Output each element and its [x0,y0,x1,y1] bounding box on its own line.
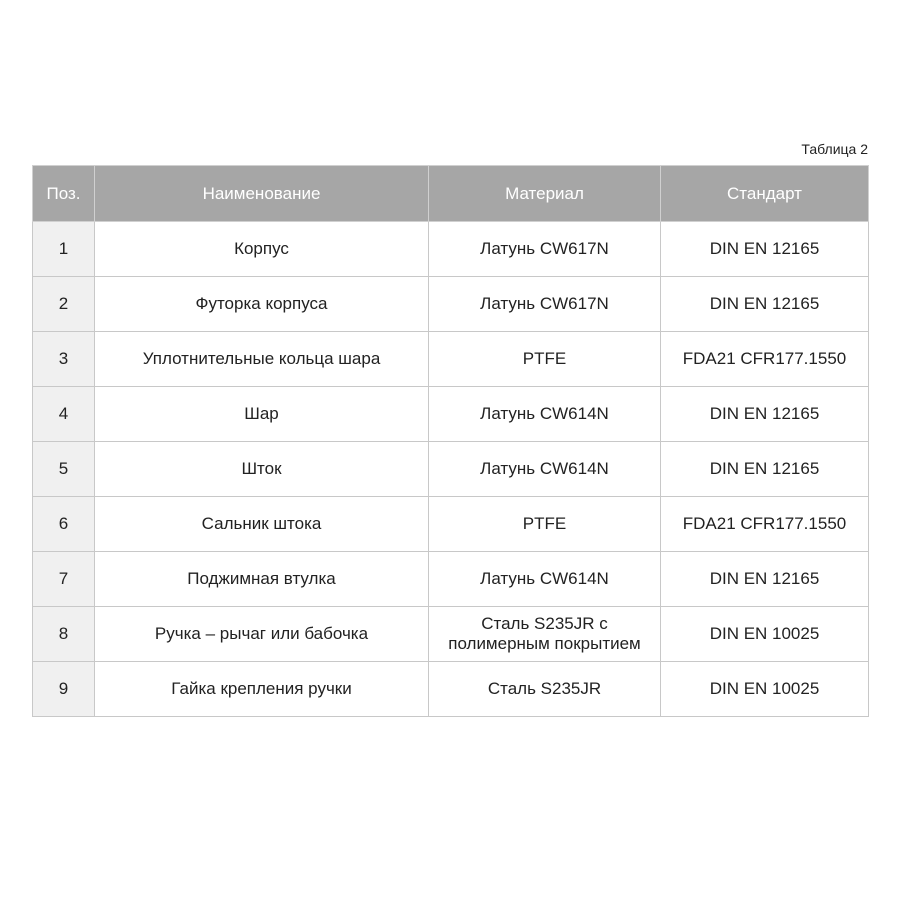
table-row [33,387,869,442]
table-caption: Таблица 2 [801,141,868,157]
cell-material [429,442,661,497]
header-standard: Стандарт [661,166,869,222]
table-body [33,222,869,717]
table-row [33,277,869,332]
header-material: Материал [429,166,661,222]
header-row [33,166,869,222]
table-row [33,552,869,607]
cell-pos: 5 [33,442,95,497]
cell-material [429,222,661,277]
parts-table [32,165,869,717]
cell-name: Ручка – рычаг или бабочка [95,607,429,662]
material-line: Сталь S235JR с [481,614,608,633]
cell-name: Поджимная втулка [95,552,429,607]
cell-material [429,387,661,442]
material-line: Латунь CW614N [480,404,609,423]
cell-standard: FDA21 CFR177.1550 [661,497,869,552]
material-line: Латунь CW617N [480,294,609,313]
cell-pos: 2 [33,277,95,332]
cell-pos: 7 [33,552,95,607]
cell-name: Сальник штока [95,497,429,552]
table-row [33,332,869,387]
cell-material [429,552,661,607]
cell-name: Корпус [95,222,429,277]
cell-pos: 1 [33,222,95,277]
cell-material [429,332,661,387]
cell-name: Гайка крепления ручки [95,662,429,717]
cell-material [429,662,661,717]
cell-name: Шток [95,442,429,497]
cell-name: Шар [95,387,429,442]
material-line: PTFE [522,349,567,368]
material-line: Латунь CW617N [480,239,609,258]
cell-standard: DIN EN 10025 [661,607,869,662]
cell-pos: 9 [33,662,95,717]
cell-standard: DIN EN 12165 [661,277,869,332]
material-line: полимерным покрытием [448,634,641,653]
cell-name: Футорка корпуса [95,277,429,332]
table-header [33,166,869,222]
cell-pos: 3 [33,332,95,387]
cell-pos: 6 [33,497,95,552]
material-line: Сталь S235JR [487,679,602,698]
cell-name: Уплотнительные кольца шара [95,332,429,387]
table-row [33,442,869,497]
cell-standard: DIN EN 12165 [661,387,869,442]
cell-standard: DIN EN 12165 [661,442,869,497]
cell-material [429,607,661,662]
header-pos: Поз. [33,166,95,222]
cell-pos: 8 [33,607,95,662]
table-row [33,662,869,717]
table-row [33,497,869,552]
cell-material [429,497,661,552]
material-line: PTFE [522,514,567,533]
cell-material [429,277,661,332]
header-name: Наименование [95,166,429,222]
cell-pos: 4 [33,387,95,442]
cell-standard: DIN EN 10025 [661,662,869,717]
material-line: Латунь CW614N [480,569,609,588]
cell-standard: DIN EN 12165 [661,222,869,277]
material-line: Латунь CW614N [480,459,609,478]
cell-standard: DIN EN 12165 [661,552,869,607]
table-row [33,607,869,662]
cell-standard: FDA21 CFR177.1550 [661,332,869,387]
table-row [33,222,869,277]
